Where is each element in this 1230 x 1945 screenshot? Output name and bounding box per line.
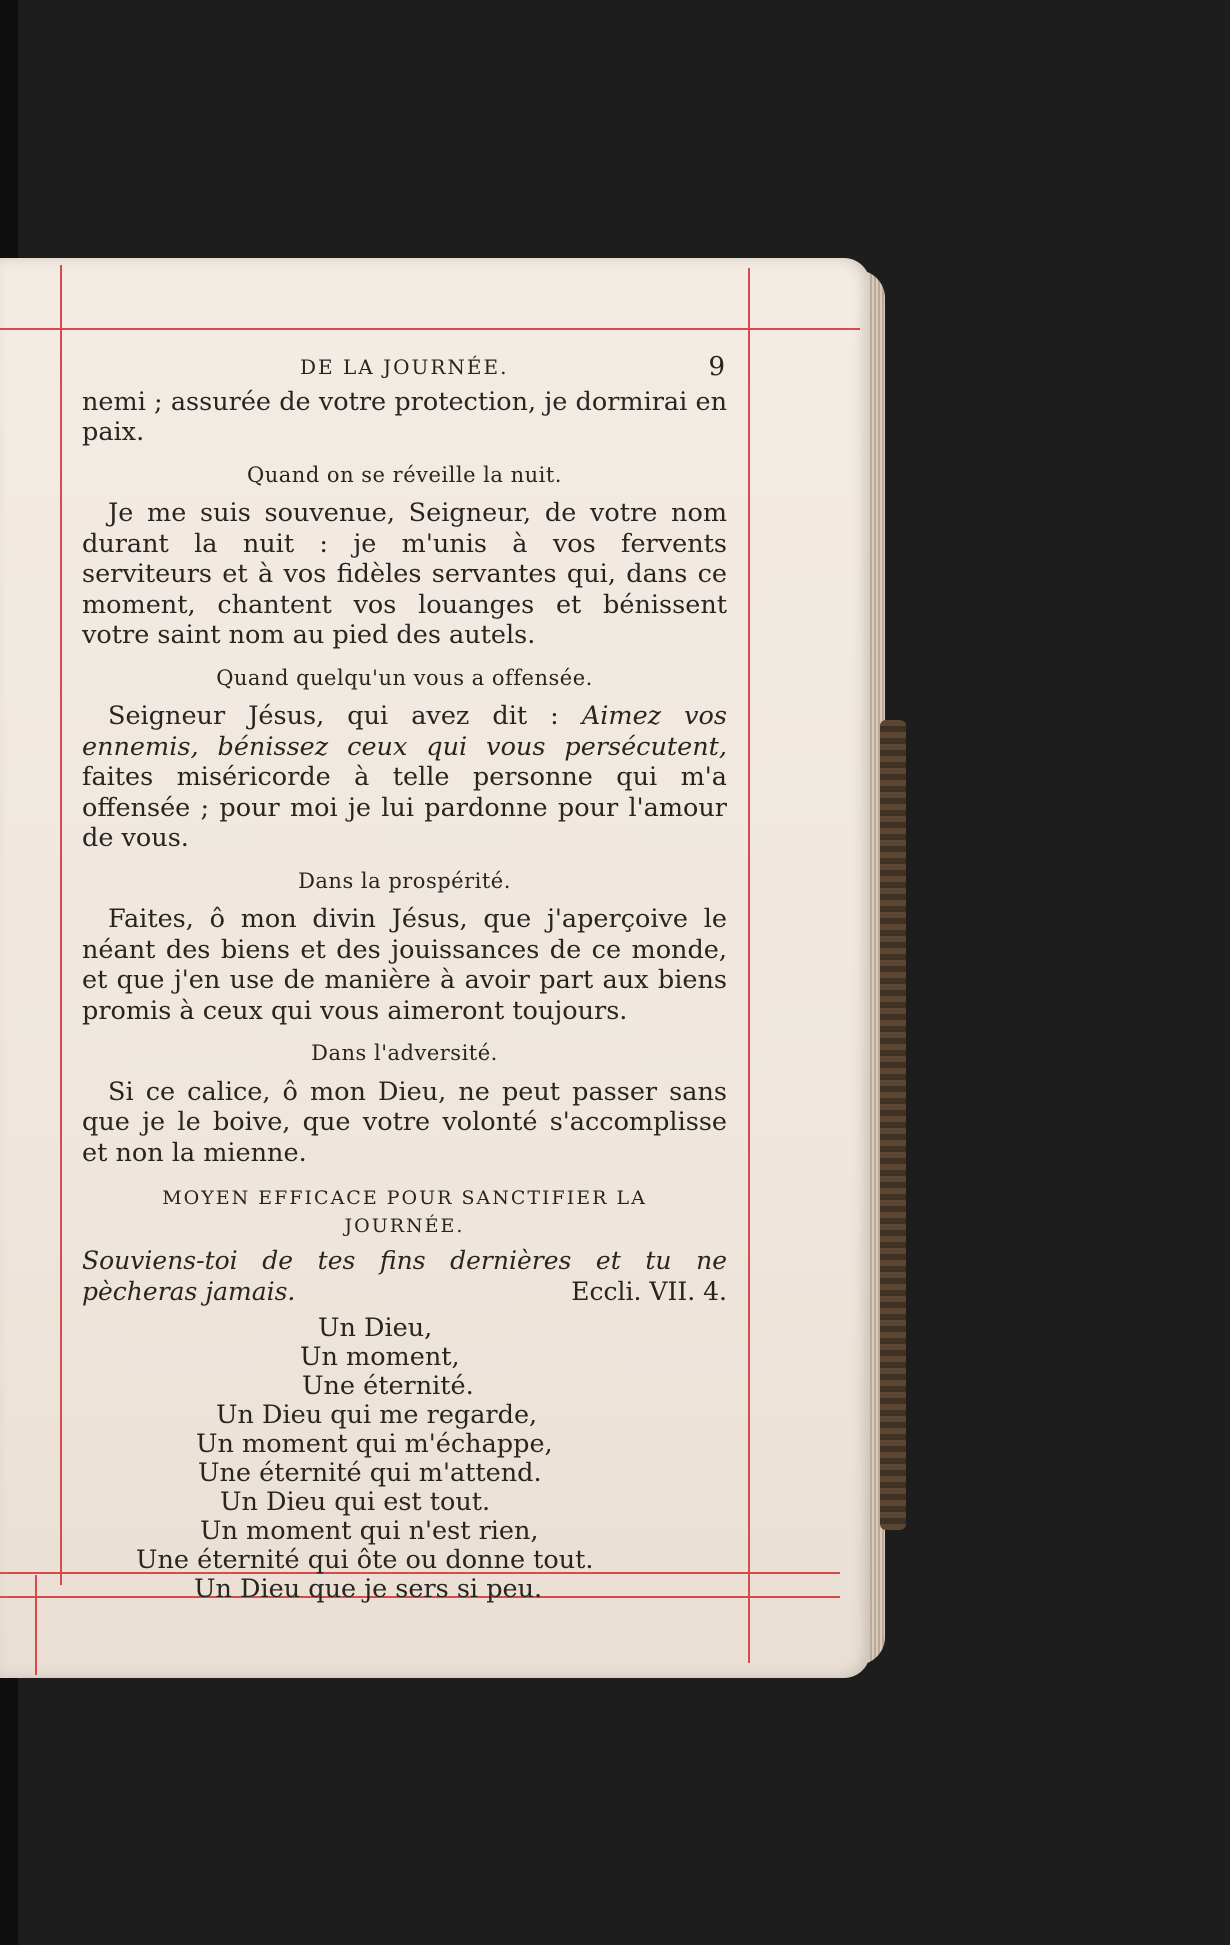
frame-rule-right (748, 268, 750, 1663)
poem-line: Un moment qui m'échappe, (196, 1428, 553, 1459)
offense-scripture-quote: Aimez vos ennemis, bénissez ceux qui vous persécutent, (82, 701, 727, 762)
poem-line: Un Dieu, (318, 1312, 433, 1343)
poem-line: Un Dieu que je sers si peu. (194, 1573, 543, 1604)
offense-text-end: faites miséricorde à telle personne qui m'a offensée ; pour moi je lui pardonne pour l'amour de vous. (82, 762, 727, 853)
poem-line: Un moment, (300, 1341, 460, 1372)
book-cover-strip (880, 720, 906, 1530)
paragraph-offense (82, 701, 727, 854)
moyen-heading-line2: JOURNÉE. (344, 1215, 465, 1237)
section-title-night: Quand on se réveille la nuit. (247, 462, 562, 487)
paragraph-night: Je me suis souvenue, Seigneur, de votre nom durant la nuit : je m'unis à vos fervents serviteurs et à vos fidèles servantes qui, dans ce moment, chantent vos louanges et bénissent votre saint nom au pied des autels. (82, 498, 727, 650)
page-text (82, 352, 727, 1604)
frame-rule-top (0, 328, 860, 330)
continuation-paragraph: nemi ; assurée de votre protection, je dormirai en paix. (82, 386, 727, 447)
section-title-prosperity: Dans la prospérité. (298, 868, 511, 893)
paragraph-prosperity: Faites, ô mon divin Jésus, que j'aperçoive le néant des biens et des jouissances de ce monde, et que j'en use de manière à avoir part aux biens promis à ceux qui vous aimeront toujours. (82, 904, 727, 1026)
poem-line: Une éternité qui m'attend. (198, 1457, 542, 1488)
frame-rule-left-outer (35, 1575, 37, 1675)
offense-text-start: Seigneur Jésus, qui avez dit : (108, 701, 582, 731)
running-header (82, 352, 727, 383)
poem-line: Un Dieu qui me regarde, (216, 1399, 538, 1430)
scripture-reference: Eccli. VII. 4. (571, 1277, 727, 1306)
page-number: 9 (708, 352, 727, 382)
poem-line: Un moment qui n'est rien, (200, 1515, 539, 1546)
paragraph-adversity: Si ce calice, ô mon Dieu, ne peut passer sans que je le boive, que votre volonté s'accomplisse et non la mienne. (82, 1076, 727, 1168)
running-title: DE LA JOURNÉE. (300, 355, 509, 379)
scripture-quote: Souviens-toi de tes fins dernières et tu ne pècheras jamais. (82, 1246, 727, 1306)
poem-line: Une éternité qui ôte ou donne tout. (136, 1544, 594, 1575)
moyen-heading (82, 1184, 727, 1240)
poem (82, 1314, 727, 1604)
poem-line: Un Dieu qui est tout. (220, 1486, 491, 1517)
section-title-offense: Quand quelqu'un vous a offensée. (216, 665, 593, 690)
moyen-heading-line1: MOYEN EFFICACE POUR SANCTIFIER LA (162, 1187, 647, 1209)
frame-rule-left (60, 265, 62, 1585)
poem-line: Une éternité. (302, 1370, 474, 1401)
section-title-adversity: Dans l'adversité. (311, 1041, 498, 1065)
